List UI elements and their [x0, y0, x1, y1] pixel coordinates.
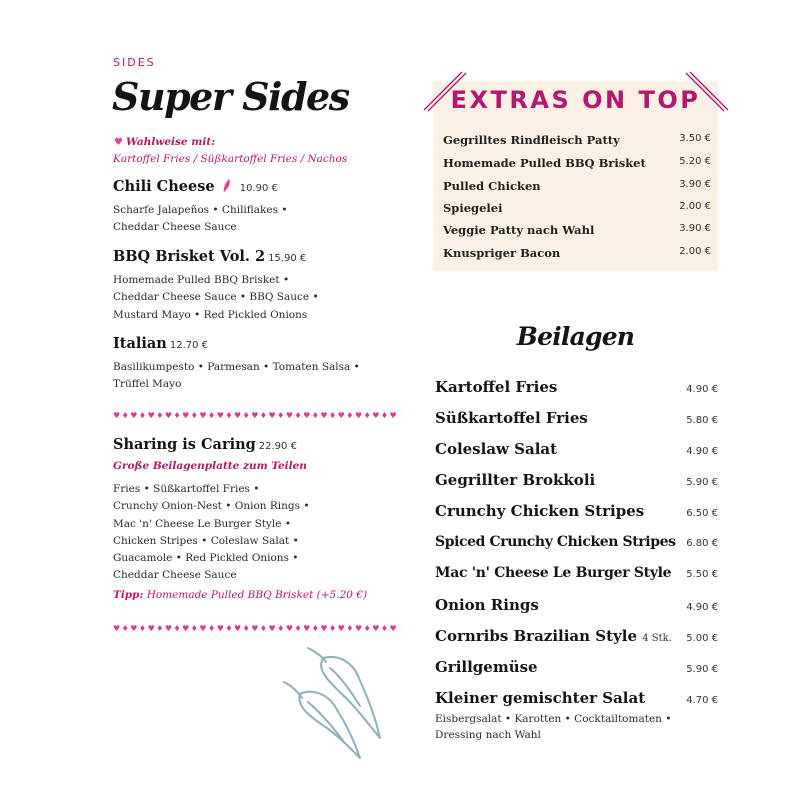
side-price: 5.90 € [686, 477, 718, 488]
extra-name: Veggie Patty nach Wahl [443, 223, 595, 237]
menu-item-title [113, 178, 278, 195]
side-name: Mac 'n' Cheese Le Burger Style [435, 565, 672, 581]
side-name: Spiced Crunchy Chicken Stripes [435, 534, 676, 550]
desc-line: Scharfe Jalapeños • Chiliflakes • [113, 204, 288, 216]
tip-label: Tipp: [113, 589, 144, 601]
side-name: Süßkartoffel Fries [435, 409, 588, 427]
item-description [113, 481, 310, 585]
desc-line: Cheddar Cheese Sauce • BBQ Sauce • [113, 291, 319, 304]
side-name: Gegrillter Brokkoli [435, 471, 596, 489]
side-name: Kartoffel Fries [435, 378, 558, 396]
side-name: Coleslaw Salat [435, 440, 558, 458]
side-item [435, 627, 718, 645]
menu-item-title [113, 248, 306, 265]
side-price: 6.80 € [686, 538, 718, 549]
side-item [435, 689, 718, 707]
desc-line: Homemade Pulled BBQ Brisket • [113, 274, 290, 286]
extra-name: Pulled Chicken [443, 179, 541, 193]
desc-line: Guacamole • Red Pickled Onions • [113, 552, 299, 565]
side-item [435, 534, 718, 550]
side-name: Onion Rings [435, 596, 539, 614]
section-kicker: SIDES [113, 56, 156, 69]
item-description [113, 359, 360, 394]
extra-item [443, 179, 711, 193]
item-description [113, 272, 319, 324]
subtitle-text: Große Beilagenplatte zum Teilen [113, 460, 307, 472]
heart-divider: ♥ ♦ ♥ ♦ ♥ ♦ ♥ ♦ ♥ ♦ ♥ ♦ ♥ ♦ ♥ ♦ ♥ ♦ ♥ ♦ ♥ ♦ ♥ ♦ ♥ ♦ ♥ ♦ ♥ ♦ ♥ ♦ ♥ [113, 624, 397, 633]
desc-line: Dressing nach Wahl [435, 729, 541, 741]
extra-item [443, 201, 711, 215]
menu-item-title [113, 436, 297, 453]
side-name: Kleiner gemischter Salat [435, 689, 646, 707]
side-item [435, 440, 718, 458]
item-subtitle [113, 460, 307, 472]
desc-line: Basilikumpesto • Parmesan • Tomaten Salsa • [113, 361, 360, 373]
item-name: Chili Cheese [113, 178, 215, 195]
side-price: 4.90 € [686, 602, 718, 613]
side-price: 6.50 € [686, 508, 718, 519]
extra-name: Gegrilltes Rindfleisch Patty [443, 133, 620, 147]
choice-label: Wahlweise mit: [126, 136, 216, 148]
choice-note [113, 134, 347, 167]
extra-price: 2.00 € [679, 246, 711, 257]
beilagen-title: Beilagen [516, 322, 635, 351]
item-price: 10.90 € [239, 183, 278, 194]
heart-divider: ♥ ♦ ♥ ♦ ♥ ♦ ♥ ♦ ♥ ♦ ♥ ♦ ♥ ♦ ♥ ♦ ♥ ♦ ♥ ♦ ♥ ♦ ♥ ♦ ♥ ♦ ♥ ♦ ♥ ♦ ♥ ♦ ♥ [113, 411, 397, 420]
chili-icon [222, 178, 232, 193]
item-name: BBQ Brisket Vol. 2 [113, 248, 266, 265]
extra-price: 3.50 € [679, 133, 711, 144]
tip-text: Homemade Pulled BBQ Brisket (+5.20 €) [146, 589, 368, 601]
side-item [435, 596, 718, 614]
extra-price: 3.90 € [679, 179, 711, 190]
side-name: Crunchy Chicken Stripes [435, 502, 645, 520]
extra-item [443, 156, 711, 170]
side-item [435, 378, 718, 396]
extra-item [443, 223, 711, 237]
desc-line: Eisbergsalat • Karotten • Cocktailtomaten • [435, 713, 672, 725]
desc-line: Mustard Mayo • Red Pickled Onions [113, 308, 308, 321]
item-name: Italian [113, 335, 167, 352]
side-price: 4.70 € [686, 695, 718, 706]
side-price: 4.90 € [686, 384, 718, 395]
extra-item [443, 246, 711, 260]
side-item [435, 471, 718, 489]
item-price: 22.90 € [258, 441, 297, 452]
side-price: 5.00 € [686, 633, 718, 644]
side-item [435, 658, 718, 676]
extra-price: 3.90 € [679, 223, 711, 234]
extra-price: 5.20 € [679, 156, 711, 167]
side-description [435, 711, 671, 743]
item-price: 15.90 € [268, 253, 307, 264]
desc-line: Crunchy Onion-Nest • Onion Rings • [113, 500, 310, 513]
page-title: Super Sides [112, 74, 349, 119]
side-price: 5.80 € [686, 415, 718, 426]
menu-item-title [113, 335, 208, 352]
extra-name: Homemade Pulled BBQ Brisket [443, 156, 646, 170]
desc-line: Trüffel Mayo [113, 378, 182, 391]
desc-line: Mac 'n' Cheese Le Burger Style • [113, 517, 292, 530]
item-name: Sharing is Caring [113, 436, 256, 453]
side-name: Grillgemüse [435, 658, 538, 676]
desc-line: Cheddar Cheese Sauce [113, 221, 237, 234]
extra-price: 2.00 € [679, 201, 711, 212]
item-price: 12.70 € [169, 340, 209, 351]
extra-name: Spiegelei [443, 201, 503, 215]
side-price: 5.90 € [686, 664, 718, 675]
side-name: Cornribs Brazilian Style [435, 627, 637, 645]
side-note: 4 Stk. [642, 633, 672, 644]
tip-note [113, 589, 367, 601]
extras-title: EXTRAS ON TOP [450, 86, 701, 114]
pepper-illustration [278, 642, 388, 762]
heart-icon: ♥ [114, 137, 123, 148]
desc-line: Cheddar Cheese Sauce [113, 569, 237, 582]
choice-options: Kartoffel Fries / Süßkartoffel Fries / Nachos [113, 153, 348, 165]
desc-line: Fries • Süßkartoffel Fries • [113, 483, 260, 495]
side-item [435, 565, 718, 581]
side-item [435, 502, 718, 520]
item-description [113, 202, 288, 237]
extra-item [443, 133, 711, 147]
side-item [435, 409, 718, 427]
side-price: 5.50 € [686, 569, 718, 580]
side-price: 4.90 € [686, 446, 718, 457]
desc-line: Chicken Stripes • Coleslaw Salat • [113, 534, 299, 547]
extra-name: Knuspriger Bacon [443, 246, 561, 260]
